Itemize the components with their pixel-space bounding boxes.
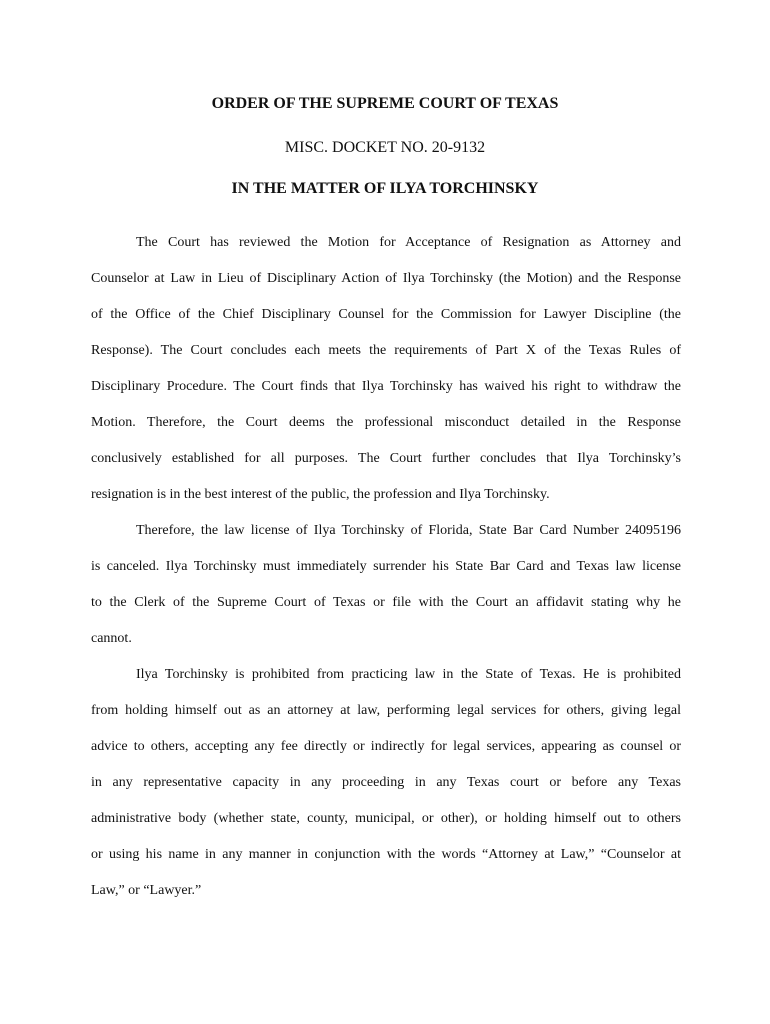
paragraph-line: Therefore, the law license of Ilya Torchinsky of Florida, State Bar Card Number 24095196 xyxy=(136,523,681,538)
paragraph-license-canceled xyxy=(91,513,681,657)
paragraph-line: Law,” or “Lawyer.” xyxy=(91,883,202,898)
paragraph-line: of the Office of the Chief Disciplinary Counsel for the Commission for Lawyer Discipline (the xyxy=(91,307,681,322)
paragraph-line: from holding himself out as an attorney at law, performing legal services for others, giving legal xyxy=(91,703,681,718)
paragraph-line: administrative body (whether state, county, municipal, or other), or holding himself out to others xyxy=(91,811,681,826)
order-body xyxy=(91,225,681,909)
paragraph-line: or using his name in any manner in conjunction with the words “Attorney at Law,” “Counselor at xyxy=(91,847,681,862)
order-heading: ORDER OF THE SUPREME COURT OF TEXAS xyxy=(211,95,559,112)
paragraph-prohibition xyxy=(91,657,681,909)
paragraph-line: resignation is in the best interest of the public, the profession and Ilya Torchinsky. xyxy=(91,487,550,502)
paragraph-line: Ilya Torchinsky is prohibited from practicing law in the State of Texas. He is prohibited xyxy=(136,667,681,682)
matter-title: IN THE MATTER OF ILYA TORCHINSKY xyxy=(231,180,539,197)
paragraph-line: Motion. Therefore, the Court deems the professional misconduct detailed in the Response xyxy=(91,415,681,430)
paragraph-line: Disciplinary Procedure. The Court finds that Ilya Torchinsky has waived his right to withdraw the xyxy=(91,379,681,394)
paragraph-line: to the Clerk of the Supreme Court of Texas or file with the Court an affidavit stating why he xyxy=(91,595,681,610)
paragraph-line: Counselor at Law in Lieu of Disciplinary Action of Ilya Torchinsky (the Motion) and the Response xyxy=(91,271,681,286)
paragraph-line: advice to others, accepting any fee directly or indirectly for legal services, appearing as counsel or xyxy=(91,739,681,754)
paragraph-line: conclusively established for all purposes. The Court further concludes that Ilya Torchinsky’s xyxy=(91,451,681,466)
paragraph-line: cannot. xyxy=(91,631,132,646)
paragraph-review xyxy=(91,225,681,513)
paragraph-line: Response). The Court concludes each meets the requirements of Part X of the Texas Rules of xyxy=(91,343,681,358)
paragraph-line: The Court has reviewed the Motion for Acceptance of Resignation as Attorney and xyxy=(136,235,681,250)
docket-number: MISC. DOCKET NO. 20-9132 xyxy=(284,139,486,156)
paragraph-line: is canceled. Ilya Torchinsky must immediately surrender his State Bar Card and Texas law license xyxy=(91,559,681,574)
paragraph-line: in any representative capacity in any proceeding in any Texas court or before any Texas xyxy=(91,775,681,790)
